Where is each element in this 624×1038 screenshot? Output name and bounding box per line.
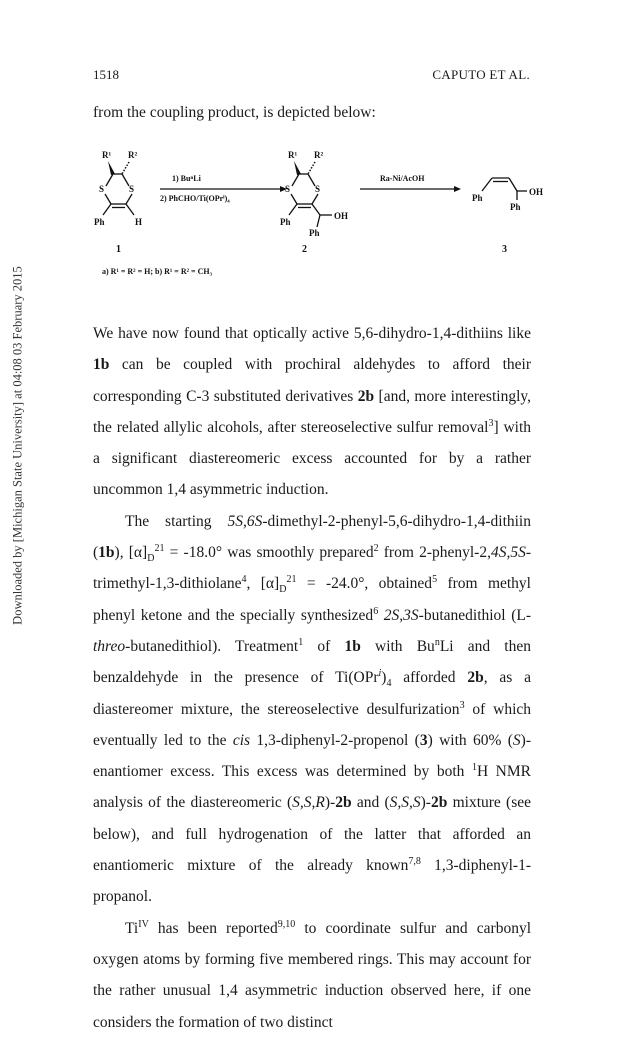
r2-label-2: R² <box>314 150 324 160</box>
paragraph-2: The starting 5S,6S-dimethyl-2-phenyl-5,6-dihydro-1,4-dithiin (1b), $[\alpha]_D^{21} = -18.0^\circ$ was smoothly prepared$^2$ from 2-phenyl-2,4S,5S-trimethyl-1,3-dithiolane$^4$, $[\alpha]_D^{21} = -24.0^\circ$, obtained$^5$ from methyl phenyl ketone and the specially synthesized$^6$ 2S,3S-butanedithiol (L-threo-butanedithiol). Treatment$^1$ of 1b with Bu$^n$Li and then benzaldehyde in the presence of $Ti(OPr^i)_4$ afforded 2b, as a diastereomer mixture, the stereoselective desulfurization$^3$ of which eventually led to the cis 1,3-diphenyl-2-propenol (3) with 60% (S)-enantiomer excess. This excess was determined by both $^1$H NMR analysis of the diastereomeric (S,S,R)-2b and (S,S,S)-2b mixture (see below), and full hydrogenation of the latter that afforded an enantiomeric mixture of the already known$^{7,8}$ 1,3-diphenyl-1-propanol. <box>93 512 532 906</box>
compound-3-structure <box>472 178 543 255</box>
reaction-scheme <box>80 138 550 278</box>
reagent-step1: 1) BuⁿLi <box>172 174 201 183</box>
running-head: CAPUTO ET AL. <box>432 67 530 82</box>
ph-label: Ph <box>94 217 105 227</box>
s-label-right: S <box>129 184 135 194</box>
r2-label: R² <box>128 150 138 160</box>
s-label-left: S <box>99 184 105 194</box>
compound-2-number: 2 <box>302 244 307 255</box>
reagent-step2: 2) PhCHO/Ti(OPrⁱ)₄ <box>160 194 230 203</box>
reaction-arrow-1 <box>160 174 287 203</box>
download-watermark: Downloaded by [Michigan State University] at 04:08 03 February 2015 <box>10 266 25 625</box>
page-number: 1518 <box>93 67 119 82</box>
ph-label-3b: Ph <box>510 202 521 212</box>
s-label-left-2: S <box>285 184 291 194</box>
scheme-footnote: a) R¹ = R² = H; b) R¹ = R² = CH₃ <box>102 267 212 276</box>
oh-label-2: OH <box>334 211 349 221</box>
ph-label-2: Ph <box>280 217 291 227</box>
intro-line: from the coupling product, is depicted below: <box>93 104 376 121</box>
paragraph-1: We have now found that optically active 5,6-dihydro-1,4-dithiins like 1b can be coupled with prochiral aldehydes to afford their corresponding C-3 substituted derivatives 2b [and, more interestingly, the related allylic alcohols, after stereoselective sulfur removal$^3$] with a significant diastereomeric excess accounted for by a rather uncommon 1,4 asymmetric induction. <box>93 325 532 499</box>
reagent-ra-ni: Ra-Ni/AcOH <box>380 174 425 183</box>
body-text <box>93 318 531 1038</box>
compound-2-structure <box>280 150 348 255</box>
oh-label-3: OH <box>529 187 544 197</box>
h-label: H <box>135 217 143 227</box>
s-label-right-2: S <box>315 184 321 194</box>
ph-label-3a: Ph <box>472 193 483 203</box>
compound-3-number: 3 <box>502 244 507 255</box>
compound-1-number: 1 <box>116 244 121 255</box>
ph-label-2b: Ph <box>309 228 320 238</box>
r1-label: R¹ <box>102 150 112 160</box>
paragraph-3: $Ti^{IV}$ has been reported$^{9,10}$ to coordinate sulfur and carbonyl oxygen atoms by forming five membered rings. This may account for the rather unusual 1,4 asymmetric induction observed here, if one considers the formation of two distinct <box>93 918 531 1031</box>
reaction-arrow-2 <box>360 174 461 192</box>
compound-1-structure <box>94 150 142 255</box>
r1-label-2: R¹ <box>288 150 298 160</box>
